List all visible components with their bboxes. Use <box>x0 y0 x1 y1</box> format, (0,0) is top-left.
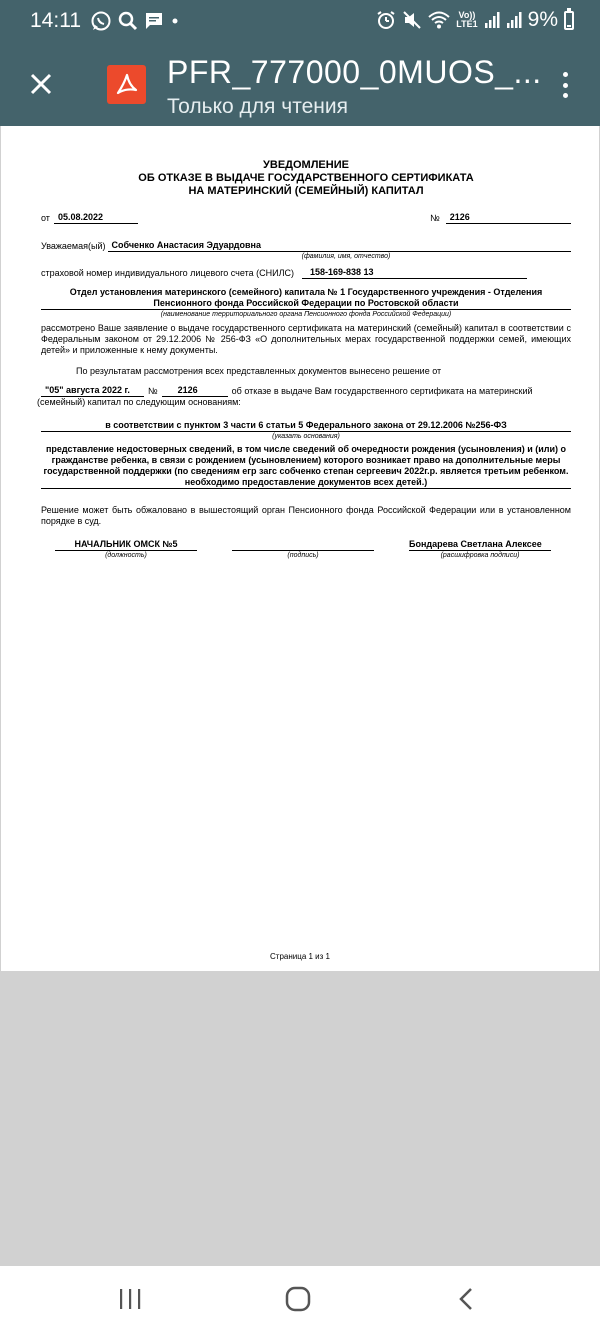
snils-row <box>41 267 571 279</box>
document-body <box>37 159 571 560</box>
status-bar <box>0 0 600 44</box>
signal-icon <box>484 10 500 30</box>
volte-bottom: LTE1 <box>456 19 478 29</box>
whatsapp-icon <box>90 10 112 32</box>
volte-indicator <box>456 11 477 29</box>
recent-apps-button[interactable] <box>110 1284 150 1314</box>
department-name: Отдел установления материнского (семейного) капитала № 1 Государственного учреждения - Отделения Пенсионного фонда Российской Федерации по Ростовской области <box>41 287 571 310</box>
battery-icon <box>564 11 574 30</box>
dot-icon <box>170 11 180 31</box>
app-bar <box>0 44 600 126</box>
decision-text: об отказе в выдаче Вам государственного сертификата на материнский <box>231 386 533 396</box>
mute-icon <box>402 10 422 30</box>
doc-title-line: УВЕДОМЛЕНИЕ <box>263 159 349 171</box>
search-icon <box>118 11 138 31</box>
decision-no-label: № <box>148 386 158 396</box>
refusal-reason: представление недостоверных сведений, в том числе сведений об очередности рождения (усыновления) и (или) о гражданстве ребенка, в связи с рождением (усыновлением) которого возникает право на дополнительные меры государственной поддержки (по сведениям егр загс собченко степан сергеевич 2022г.р. является третьим ребенком. необходимо предоставление документов всех детей.) <box>41 444 571 489</box>
more-dot-icon <box>563 72 568 77</box>
recipient-name: Собченко Анастасия Эдуардовна <box>108 240 572 252</box>
close-button[interactable] <box>22 65 60 103</box>
recent-apps-icon <box>118 1288 142 1310</box>
doc-title <box>41 159 571 198</box>
message-icon <box>144 11 164 31</box>
date-label: от <box>41 213 50 223</box>
snils-value: 158-169-838 13 <box>302 267 527 279</box>
decision-no: 2126 <box>162 385 228 397</box>
signer-name: Бондарева Светлана Алексее <box>409 539 551 551</box>
read-only-label: Только для чтения <box>167 95 348 118</box>
back-icon <box>458 1287 474 1311</box>
home-icon <box>285 1286 311 1312</box>
close-icon <box>29 72 53 96</box>
refusal-basis: в соответствии с пунктом 3 части 6 статьи 5 Федерального закона от 29.12.2006 №256-ФЗ <box>41 420 571 432</box>
more-options-button[interactable] <box>550 68 580 102</box>
recipient-note: (фамилия, имя, отчество) <box>301 253 391 260</box>
decision-row <box>41 385 571 397</box>
number-value: 2126 <box>446 212 571 224</box>
position-note: (должность) <box>105 552 147 559</box>
basis-note: (указать основания) <box>272 433 340 440</box>
alarm-icon <box>376 10 396 30</box>
signer-note: (расшифровка подписи) <box>440 552 520 559</box>
more-dot-icon <box>563 83 568 88</box>
page-indicator: Страница 1 из 1 <box>270 952 330 961</box>
recipient-row <box>41 240 571 252</box>
position-value: НАЧАЛЬНИК ОМСК №5 <box>55 539 197 551</box>
signature-row <box>41 539 571 560</box>
review-paragraph: рассмотрено Ваше заявление о выдаче государственного сертификата на материнский (семейный) капитал в соответствии с Федеральным законом от 29.12.2006 № 256-ФЗ «О дополнительных мерах государственной поддержки семей, имеющих детей» и приложенные к нему документы. <box>41 323 571 355</box>
doc-title-line: НА МАТЕРИНСКИЙ (СЕМЕЙНЫЙ) КАПИТАЛ <box>188 185 424 197</box>
position-block <box>55 539 197 560</box>
back-button[interactable] <box>446 1284 486 1314</box>
signal-icon-2 <box>506 10 522 30</box>
notification-icons <box>90 10 180 32</box>
system-icons <box>376 8 574 32</box>
appeal-paragraph: Решение может быть обжаловано в вышестоящий орган Пенсионного фонда Российской Федерации или в установленном порядке в суд. <box>41 505 571 526</box>
date-value: 05.08.2022 <box>54 212 138 224</box>
date-number-row <box>41 212 571 224</box>
doc-title-line: ОБ ОТКАЗЕ В ВЫДАЧЕ ГОСУДАРСТВЕННОГО СЕРТИФИКАТА <box>138 172 474 184</box>
dear-label: Уважаемая(ый) <box>41 241 106 251</box>
number-label: № <box>430 213 440 223</box>
signer-block <box>409 539 551 560</box>
pdf-page[interactable] <box>1 126 599 971</box>
battery-percent: 9% <box>527 8 558 31</box>
signature-note: (подпись) <box>287 552 319 559</box>
wifi-icon <box>428 10 450 30</box>
more-dot-icon <box>563 93 568 98</box>
status-time: 14:11 <box>30 9 81 32</box>
signature-block <box>232 540 374 560</box>
volte-top: Vo)) <box>458 10 476 20</box>
home-button[interactable] <box>278 1284 318 1314</box>
decision-intro: По результатам рассмотрения всех представленных документов вынесено решение от <box>76 366 442 376</box>
document-title: PFR_777000_0MUOS_... <box>167 54 542 90</box>
navigation-bar <box>0 1266 600 1332</box>
decision-date: "05" августа 2022 г. <box>41 385 144 397</box>
snils-label: страховой номер индивидуального лицевого счета (СНИЛС) <box>41 268 294 278</box>
department-note: (наименование территориального органа Пенсионного фонда Российской Федерации) <box>160 311 452 318</box>
signature-line <box>232 540 374 551</box>
pdf-file-icon <box>107 65 146 104</box>
decision-text-cont: (семейный) капитал по следующим основаниям: <box>37 397 241 407</box>
